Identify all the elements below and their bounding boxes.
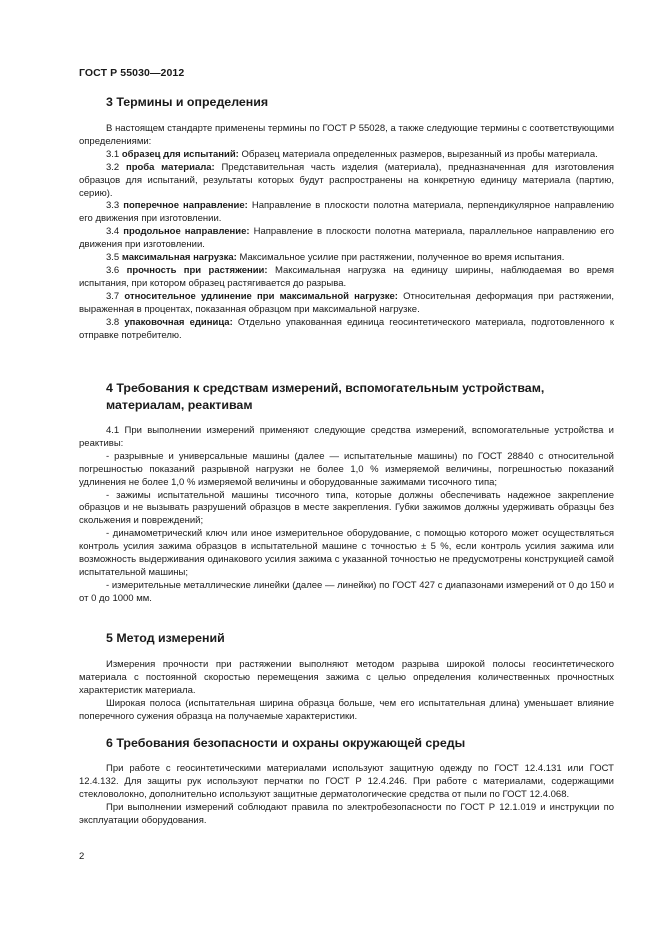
- section-5-body: [79, 659, 614, 724]
- term-3-3: 3.3 поперечное направление: Направление в плоскости полотна материала, перпендикулярное направлению его движения при изготовлении.: [79, 200, 615, 225]
- list-item: - зажимы испытательной машины тисочного типа, которые должны обеспечивать надежное закрепление образцов и не вызывать разрушений образцов в месте закрепления. Губки зажимов должны удерживать образцы без скольжения и повреждений;: [79, 489, 614, 527]
- term-3-2: 3.2 проба материала: Представительная часть изделия (материала), предназначенная для изготовления образцов для испытаний, результаты которых будут распространены на конкретную единицу материала (партию, серию).: [79, 161, 615, 199]
- list-item: - разрывные и универсальные машины (далее — испытательные машины) по ГОСТ 28840 с относительной погрешностью показаний разрывной нагрузки не более 1,0 % измеряемой величины, погрешностью показаний удлинения не более 1,0 % измеряемой величины и оборудованные зажимами тисочного типа;: [79, 450, 614, 488]
- section-3-title: 3 Термины и определения: [106, 95, 269, 109]
- section-5-title: 5 Метод измерений: [106, 631, 225, 645]
- term-3-7: 3.7 относительное удлинение при максимальной нагрузке: Относительная деформация при растяжении, выраженная в процентах, показанная образцом при максимальной нагрузке.: [79, 290, 615, 315]
- section-6-body: [79, 763, 614, 828]
- paragraph: При работе с геосинтетическими материалами используют защитную одежду по ГОСТ 12.4.131 или ГОСТ 12.4.132. Для защиты рук используют перчатки по ГОСТ Р 12.4.246. При работе с материалами, содержащими стекловолокно, дополнительно используют защитные дерматологические средства от пыли по ГОСТ 12.4.068.: [79, 763, 614, 800]
- paragraph: Широкая полоса (испытательная ширина образца больше, чем его испытательная длина) уменьшает влияние поперечного сужения образца на получаемые характеристики.: [79, 697, 614, 722]
- term-3-5: 3.5 максимальная нагрузка: Максимальное усилие при растяжении, полученное во время испытания.: [106, 252, 565, 264]
- running-header: ГОСТ Р 55030—2012: [79, 67, 185, 79]
- term-3-1: 3.1 образец для испытаний: Образец материала определенных размеров, вырезанный из пробы материала.: [106, 148, 598, 160]
- paragraph: 4.1 При выполнении измерений применяют следующие средства измерений, вспомогательные устройства и реактивы:: [79, 425, 614, 449]
- section-6-title: 6 Требования безопасности и охраны окружающей среды: [106, 736, 466, 750]
- paragraph: При выполнении измерений соблюдают правила по электробезопасности по ГОСТ Р 12.1.019 и инструкции по эксплуатации оборудования.: [79, 801, 614, 826]
- list-item: - измерительные металлические линейки (далее — линейки) по ГОСТ 427 с диапазонами измерений от 0 до 150 и от 0 до 1000 мм.: [79, 579, 614, 604]
- section-4-title: 4 Требования к средствам измерений, вспомогательным устройствам, материалам, реактивам: [106, 381, 545, 412]
- term-3-6: 3.6 прочность при растяжении: Максимальная нагрузка на единицу ширины, наблюдаемая во время испытания, при котором образец растягивается до разрыва.: [79, 264, 615, 289]
- term-3-4: 3.4 продольное направление: Направление в плоскости полотна материала, параллельное направлению его движения при изготовлении.: [79, 226, 615, 251]
- paragraph: Измерения прочности при растяжении выполняют методом разрыва широкой полосы геосинтетического материала с постоянной скоростью перемещения зажима с целью определения количественных прочностных характеристик материала.: [79, 659, 614, 696]
- section-3-body: [79, 123, 614, 342]
- section-3-intro: В настоящем стандарте применены термины по ГОСТ Р 55028, а также следующие термины с соответствующими определениями:: [79, 123, 614, 147]
- term-3-8: 3.8 упаковочная единица: Отдельно упакованная единица геосинтетического материала, подготовленного к отправке потребителю.: [79, 316, 615, 341]
- section-4-body: [79, 425, 614, 606]
- page-number: 2: [79, 851, 85, 862]
- list-item: - динамометрический ключ или иное измерительное оборудование, с помощью которого может осуществляться контроль усилия зажима образцов в испытательной машине с точностью ± 5 %, если контроль усилия зажима или возможность выдерживания одинакового усилия зажима с указанной точностью не предусмотрены конструкцией самой испытательной машины;: [79, 528, 614, 578]
